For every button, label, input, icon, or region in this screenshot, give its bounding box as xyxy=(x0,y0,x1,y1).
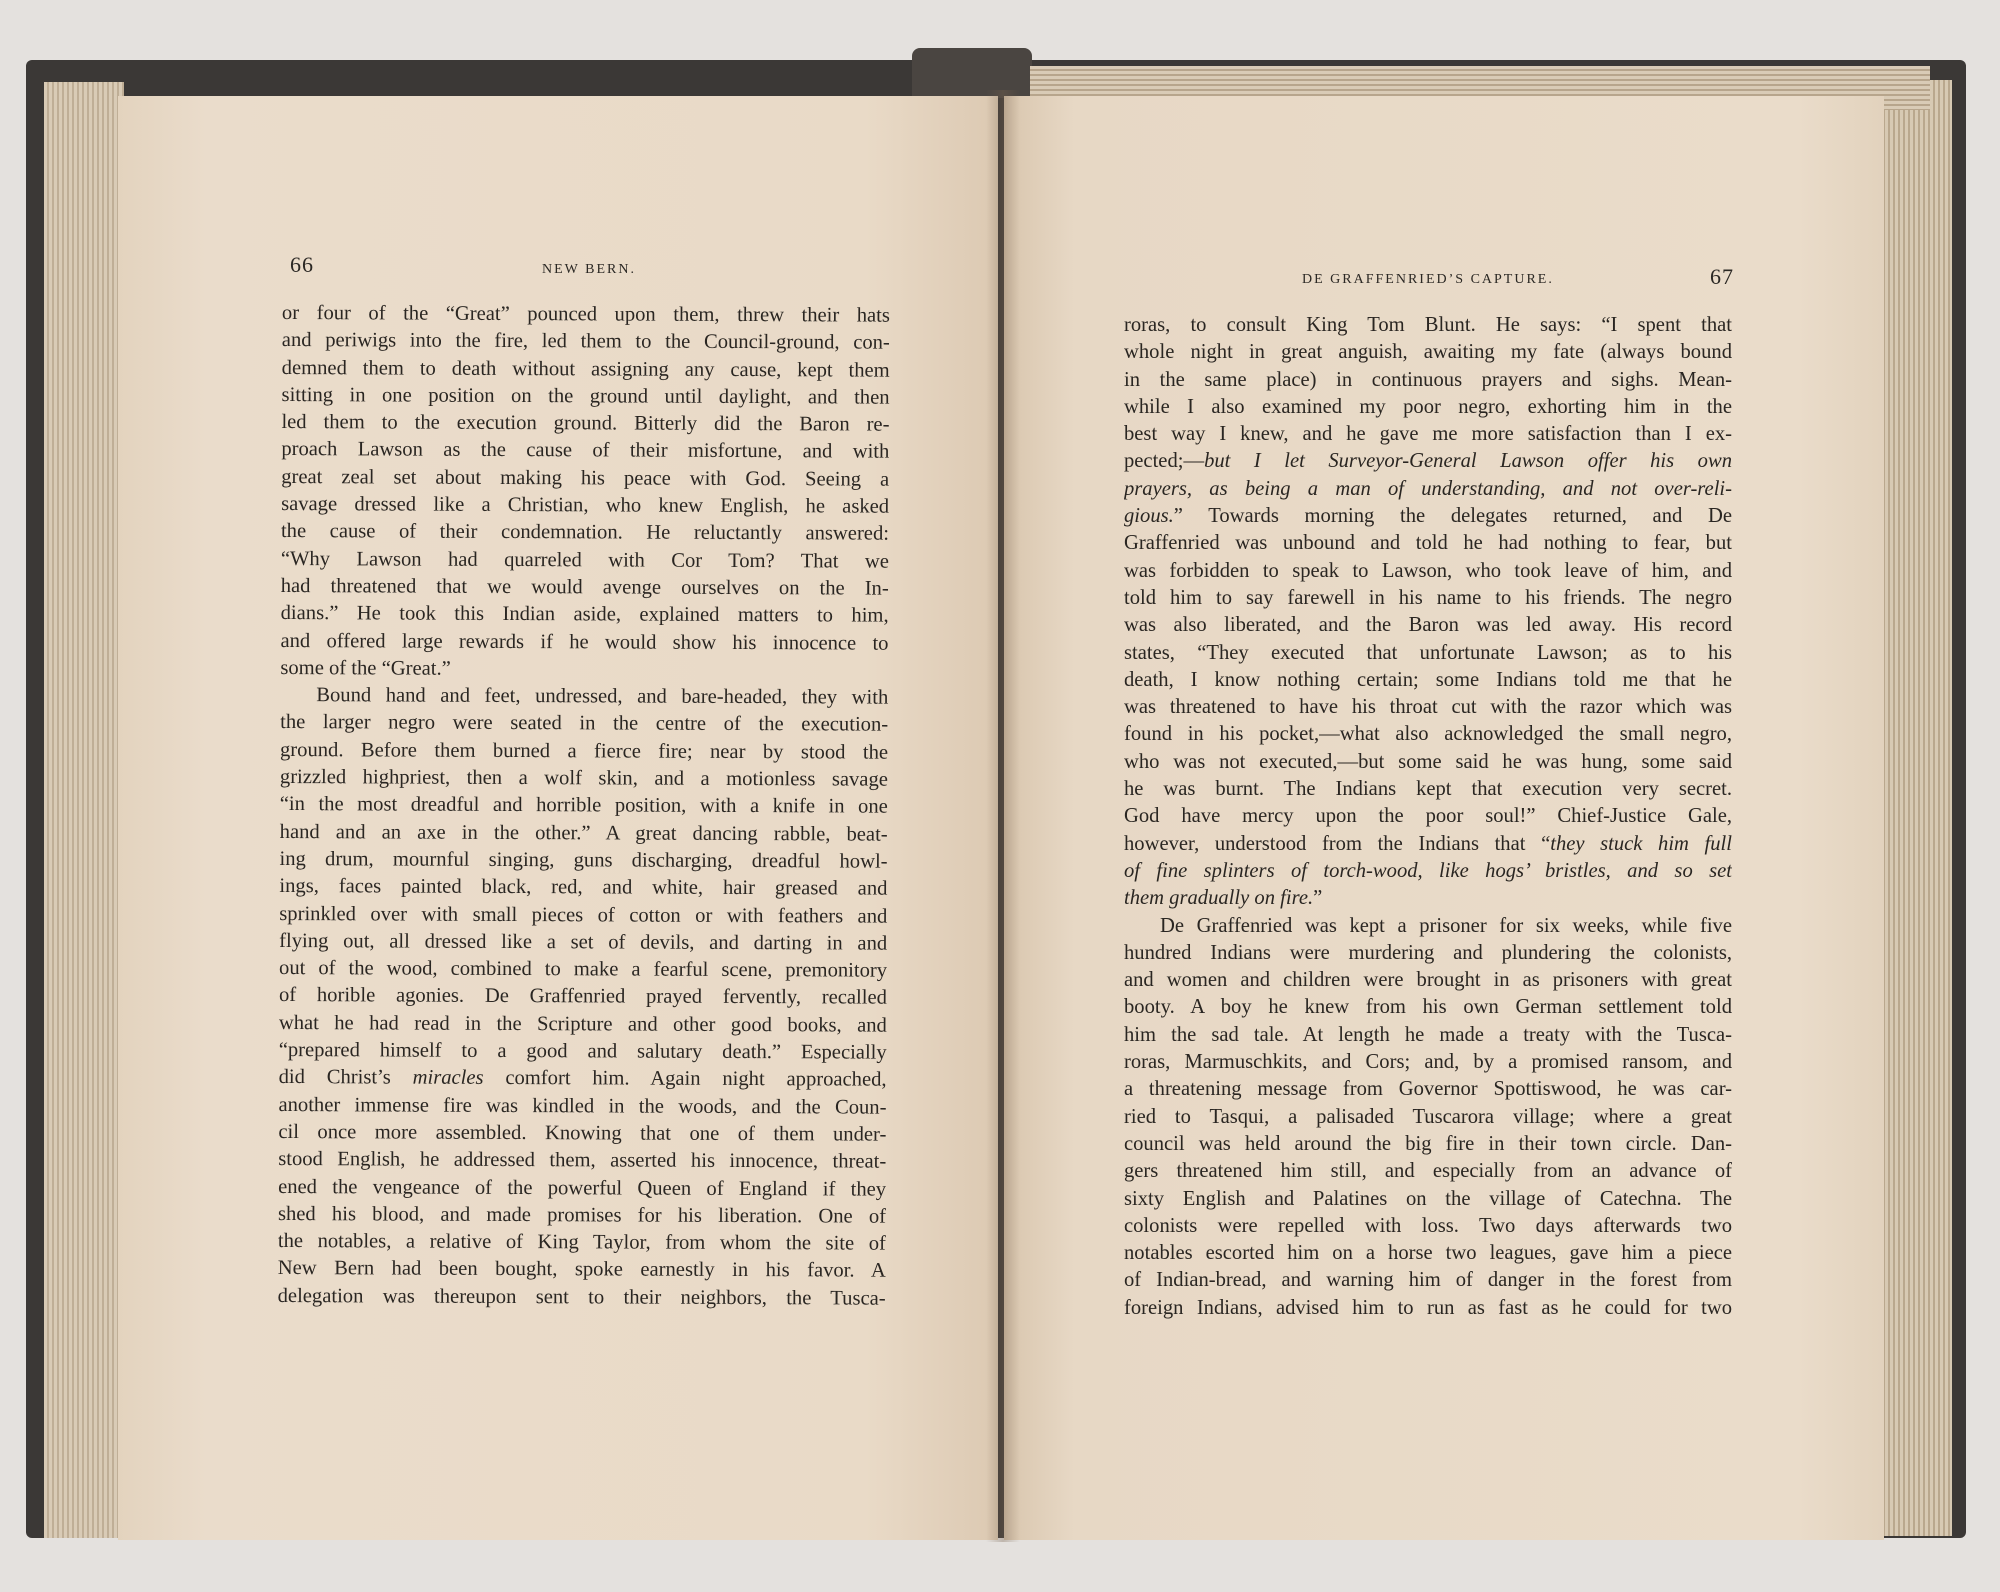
italic-text-segment: but I let Surveyor-General Lawson offer his own xyxy=(1204,450,1732,473)
right-page-text xyxy=(1124,312,1732,1322)
text-line: delegation was thereupon sent to their neighbors, the Tusca- xyxy=(277,1284,886,1310)
text-line: roras, Marmuschkits, and Cors; and, by a promised ransom, and xyxy=(1124,1051,1732,1074)
text-line: New Bern had been bought, spoke earnestly in his favor. A xyxy=(277,1257,886,1283)
text-line: sixty English and Palatines on the village of Catechna. The xyxy=(1124,1187,1732,1210)
text-line: and offered large rewards if he would show his innocence to xyxy=(280,629,889,655)
text-line: best way I knew, and he gave me more satisfaction than I ex- xyxy=(1124,423,1732,446)
text-line: death, I know nothing certain; some Indians told me that he xyxy=(1124,668,1732,691)
text-line: great zeal set about making his peace with God. Seeing a xyxy=(281,465,890,491)
right-running-head: DE GRAFFENRIED’S CAPTURE. xyxy=(1302,272,1554,287)
right-page-edges xyxy=(1880,80,1952,1536)
italic-text-segment: gious. xyxy=(1124,505,1174,528)
text-line: was forbidden to speak to Lawson, who took leave of him, and xyxy=(1124,559,1732,582)
text-line: a threatening message from Governor Spottiswood, he was car- xyxy=(1124,1078,1732,1101)
text-line: sprinkled over with small pieces of cotton or with feathers and xyxy=(279,902,888,928)
text-line xyxy=(1124,885,1732,912)
text-line: Bound hand and feet, undressed, and bare-headed, they with xyxy=(316,684,889,709)
text-line: foreign Indians, advised him to run as fast as he could for two xyxy=(1124,1296,1732,1319)
text-line: he was burnt. The Indians kept that execution very secret. xyxy=(1124,778,1732,801)
text-line: ground. Before them burned a fierce fire; near by stood the xyxy=(279,738,889,764)
text-line: shed his blood, and made promises for his liberation. One of xyxy=(277,1202,887,1228)
left-page-number: 66 xyxy=(290,252,314,277)
text-line: ried to Tasqui, a palisaded Tuscarora village; where a great xyxy=(1124,1105,1732,1128)
text-line: led them to the execution ground. Bitterly did the Baron re- xyxy=(281,411,890,436)
text-line: hundred Indians were murdering and plundering the colonists, xyxy=(1124,941,1732,964)
text-line: sitting in one position on the ground until daylight, and then xyxy=(281,383,890,409)
text-line xyxy=(1124,831,1732,858)
text-line: and periwigs into the fire, led them to the Council-ground, con- xyxy=(281,329,890,354)
text-line: roras, to consult King Tom Blunt. He says: “I spent that xyxy=(1124,314,1732,336)
italic-text-segment: prayers, as being a man of understanding, and not over-reli- xyxy=(1124,477,1732,500)
text-line: savage dressed like a Christian, who knew English, he asked xyxy=(281,493,890,518)
text-line: “Why Lawson had quarreled with Cor Tom? That we xyxy=(280,547,889,573)
text-line: demned them to death without assigning any cause, kept them xyxy=(281,356,890,382)
line-text-segment: ” xyxy=(1313,887,1323,910)
text-line: had threatened that we would avenge ourselves on the In- xyxy=(280,574,889,600)
text-line: the cause of their condemnation. He reluctantly answered: xyxy=(280,520,890,546)
text-line: ings, faces painted black, red, and white, hair greased and xyxy=(279,875,888,900)
text-line: in the same place) in continuous prayers and sighs. Mean- xyxy=(1124,368,1732,391)
text-line: stood English, he addressed them, asserted his innocence, threat- xyxy=(278,1148,887,1173)
text-line: another immense fire was kindled in the woods, and the Coun- xyxy=(278,1093,887,1119)
text-line xyxy=(1124,476,1732,503)
text-line: “prepared himself to a good and salutary death.” Especially xyxy=(278,1039,887,1064)
text-line xyxy=(1124,503,1732,530)
text-line xyxy=(279,1064,887,1094)
line-text-segment: pected;— xyxy=(1124,450,1205,473)
text-line: who was not executed,—but some said he was hung, some said xyxy=(1124,750,1732,773)
text-line: ing drum, mournful singing, guns discharging, dreadful howl- xyxy=(279,847,888,873)
italic-text-segment: miracles xyxy=(412,1066,484,1090)
italic-text-segment: they stuck him full xyxy=(1550,832,1732,855)
line-text-segment: however, understood from the Indians that “ xyxy=(1124,832,1551,855)
text-line xyxy=(1124,858,1732,885)
text-line: gers threatened him still, and especially from an advance of xyxy=(1124,1160,1732,1183)
left-running-head: NEW BERN. xyxy=(542,262,636,277)
text-line: De Graffenried was kept a prisoner for six weeks, while five xyxy=(1160,914,1732,937)
italic-text-segment: them gradually on fire. xyxy=(1124,887,1314,910)
text-line: proach Lawson as the cause of their misfortune, and with xyxy=(281,438,890,464)
left-page-text xyxy=(278,300,890,1313)
text-line: states, “They executed that unfortunate Lawson; as to his xyxy=(1124,641,1732,664)
text-line: grizzled highpriest, then a wolf skin, and a motionless savage xyxy=(279,766,888,791)
text-line: found in his pocket,—what also acknowledged the small negro, xyxy=(1124,723,1732,746)
text-line: ened the vengeance of the powerful Queen of England if they xyxy=(278,1175,887,1201)
text-line: him the sad tale. At length he made a treaty with the Tusca- xyxy=(1124,1023,1732,1046)
text-line: God have mercy upon the poor soul!” Chief-Justice Gale, xyxy=(1124,805,1732,828)
text-line: while I also examined my poor negro, exhorting him in the xyxy=(1124,395,1732,418)
text-line xyxy=(1124,448,1732,475)
text-line: “in the most dreadful and horrible position, with a knife in one xyxy=(279,793,888,818)
text-line: what he had read in the Scripture and other good books, and xyxy=(278,1011,887,1037)
text-line: flying out, all dressed like a set of devils, and darting in and xyxy=(279,929,888,955)
italic-text-segment: of fine splinters of torch-wood, like hogs’ bristles, and so set xyxy=(1124,859,1732,882)
line-text-segment: ” Towards morning the delegates returned, and De xyxy=(1173,505,1732,528)
text-line: out of the wood, combined to make a fearful scene, premonitory xyxy=(279,957,888,982)
text-line: the notables, a relative of King Taylor, from whom the site of xyxy=(277,1230,886,1255)
text-line: Graffenried was unbound and told he had nothing to fear, but xyxy=(1124,532,1732,555)
text-line: of horible agonies. De Graffenried prayed fervently, recalled xyxy=(278,984,888,1010)
text-line: told him to say farewell in his name to his friends. The negro xyxy=(1124,586,1732,609)
text-line: cil once more assembled. Knowing that one of them under- xyxy=(278,1120,887,1146)
text-line: or four of the “Great” pounced upon them, threw their hats xyxy=(281,301,890,327)
text-line: notables escorted him on a horse two leagues, gave him a piece xyxy=(1124,1242,1732,1265)
text-line: and women and children were brought in as prisoners with great xyxy=(1124,969,1732,992)
text-line: booty. A boy he knew from his own German settlement told xyxy=(1124,996,1732,1019)
text-line: council was held around the big fire in their town circle. Dan- xyxy=(1124,1132,1732,1155)
left-page-edges xyxy=(44,82,124,1538)
book-gutter xyxy=(986,90,1020,1542)
right-page-number: 67 xyxy=(1710,264,1734,289)
text-line: hand and an axe in the other.” A great dancing rabble, beat- xyxy=(279,820,888,846)
text-line: was threatened to have his throat cut with the razor which was xyxy=(1124,696,1732,719)
text-line: some of the “Great.” xyxy=(280,656,451,680)
line-text-segment: did Christ’s xyxy=(278,1066,413,1089)
line-text-segment: comfort him. Again night approached, xyxy=(483,1067,887,1091)
text-line: whole night in great anguish, awaiting my fate (always bound xyxy=(1124,341,1732,364)
text-line: was also liberated, and the Baron was led away. His record xyxy=(1124,614,1732,637)
text-line: the larger negro were seated in the centre of the execution- xyxy=(280,711,889,737)
text-line: colonists were repelled with loss. Two days afterwards two xyxy=(1124,1214,1732,1237)
text-line: of Indian-bread, and warning him of danger in the forest from xyxy=(1124,1269,1732,1292)
text-line: dians.” He took this Indian aside, explained matters to him, xyxy=(280,602,889,627)
